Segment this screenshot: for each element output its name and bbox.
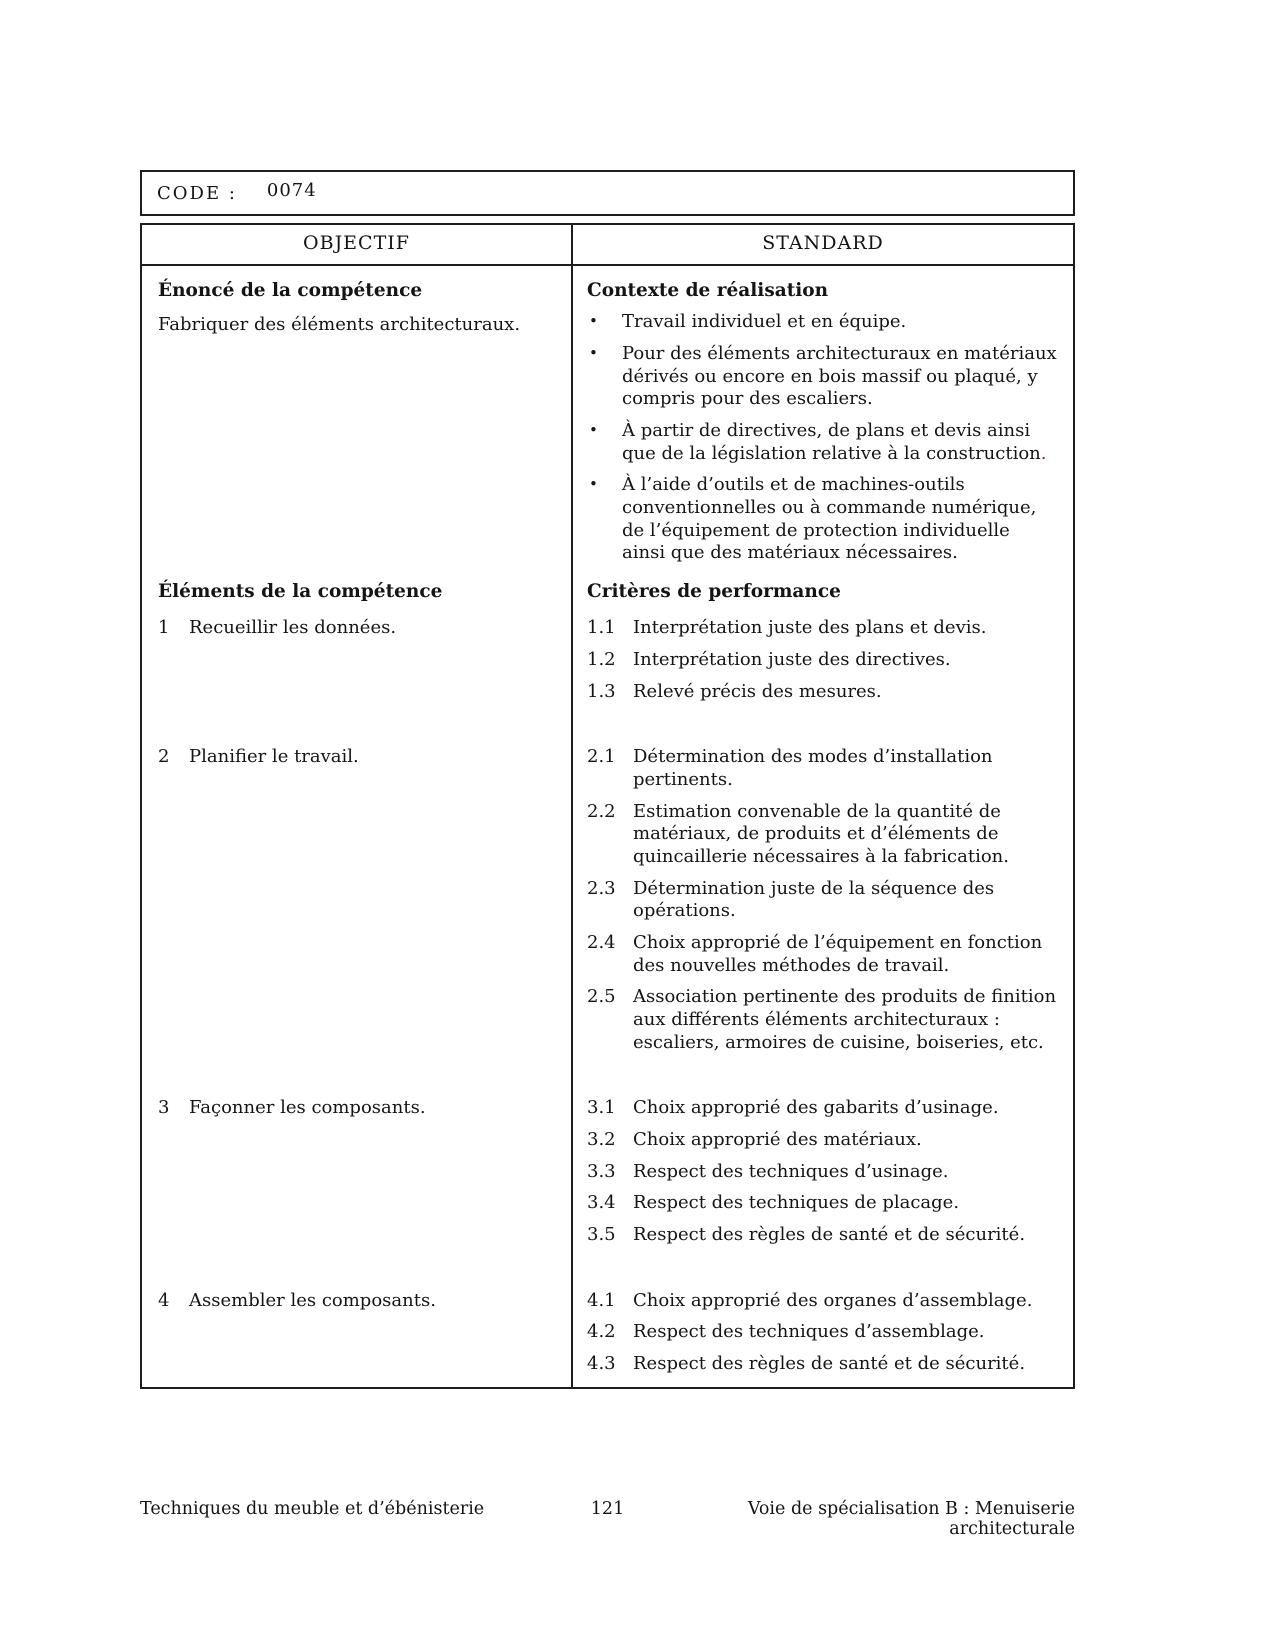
criteria-list-2 — [587, 746, 1057, 1054]
criteria-text: Respect des règles de santé et de sécurité. — [633, 1224, 1026, 1246]
contexte-text: À l’aide d’outils et de machines-outils conventionnelles ou à commande numérique, de l’équipement de protection individuelle ainsi que des matériaux nécessaires. — [622, 474, 1037, 564]
objective-standard-table — [140, 223, 1075, 1389]
section-headings-row — [142, 565, 1073, 607]
element-text: Façonner les composants. — [189, 1097, 426, 1119]
criteria-item — [587, 1224, 1057, 1247]
criteria-item — [587, 1097, 1057, 1120]
criteria-item — [587, 649, 1057, 672]
element-number: 2 — [158, 746, 170, 768]
contexte-item — [587, 343, 1057, 411]
contexte-list — [587, 311, 1057, 565]
criteria-number: 3.1 — [587, 1097, 616, 1119]
bullet-icon: • — [589, 343, 598, 362]
competence-row-3 — [142, 1063, 1073, 1255]
element-item — [158, 1097, 561, 1120]
criteria-number: 2.2 — [587, 800, 616, 822]
competence-row-4 — [142, 1256, 1073, 1385]
competence-row-2 — [142, 712, 1073, 1063]
element-text: Planifier le travail. — [189, 746, 359, 768]
criteria-item — [587, 746, 1057, 791]
criteria-list-4 — [587, 1290, 1057, 1376]
column-header-standard: STANDARD — [762, 232, 884, 254]
bullet-icon: • — [589, 475, 598, 494]
criteria-number: 1.1 — [587, 617, 616, 639]
contexte-item — [587, 311, 1057, 334]
criteres-heading: Critères de performance — [587, 580, 841, 602]
competence-context-row — [142, 266, 1073, 565]
element-item — [158, 617, 561, 640]
contexte-item — [587, 474, 1057, 565]
criteria-text: Choix approprié des matériaux. — [633, 1129, 922, 1150]
column-header-objectif: OBJECTIF — [142, 225, 573, 264]
code-value: 0074 — [266, 179, 317, 201]
element-item — [158, 746, 561, 769]
criteria-text: Relevé précis des mesures. — [633, 680, 882, 702]
enonce-text: Fabriquer des éléments architecturaux. — [158, 314, 521, 336]
code-box — [140, 170, 1075, 216]
element-text: Assembler les composants. — [189, 1289, 436, 1311]
criteria-number: 4.1 — [587, 1289, 616, 1311]
element-number: 4 — [158, 1289, 170, 1311]
criteria-text: Interprétation juste des plans et devis. — [633, 617, 987, 639]
criteria-number: 4.2 — [587, 1321, 616, 1343]
criteria-text: Respect des techniques d’usinage. — [633, 1160, 949, 1182]
page-content — [140, 170, 1075, 1389]
bullet-icon: • — [589, 312, 598, 331]
footer-right: Voie de spécialisation B : Menuiserie architecturale — [747, 1499, 1075, 1539]
criteria-number: 1.2 — [587, 648, 616, 670]
criteria-number: 3.5 — [587, 1224, 616, 1246]
table-filler-row — [142, 1385, 1073, 1387]
page-footer — [140, 1499, 1075, 1539]
criteria-item — [587, 1161, 1057, 1184]
footer-page-number: 121 — [590, 1499, 625, 1519]
element-item — [158, 1290, 561, 1313]
bullet-icon: • — [589, 420, 598, 439]
competence-row-1 — [142, 607, 1073, 712]
elements-heading: Éléments de la compétence — [158, 580, 443, 602]
element-text: Recueillir les données. — [189, 617, 397, 639]
criteria-list-1 — [587, 617, 1057, 703]
criteria-item — [587, 878, 1057, 923]
element-number: 3 — [158, 1097, 170, 1119]
footer-left: Techniques du meuble et d’ébénisterie — [140, 1499, 485, 1519]
criteria-number: 4.3 — [587, 1353, 616, 1375]
criteria-number: 2.4 — [587, 931, 616, 953]
enonce-heading: Énoncé de la compétence — [158, 279, 423, 301]
table-header-row — [142, 225, 1073, 266]
contexte-text: Travail individuel et en équipe. — [622, 311, 907, 333]
criteria-text: Interprétation juste des directives. — [633, 648, 951, 670]
contexte-text: À partir de directives, de plans et devis ainsi que de la législation relative à la construction. — [622, 419, 1047, 464]
code-label: CODE : — [157, 182, 237, 204]
criteria-number: 2.1 — [587, 746, 616, 768]
criteria-text: Respect des règles de santé et de sécurité. — [633, 1353, 1026, 1375]
criteria-text: Détermination juste de la séquence des opérations. — [633, 877, 995, 922]
criteria-text: Respect des techniques de placage. — [633, 1192, 960, 1214]
criteria-item — [587, 1129, 1057, 1152]
criteria-text: Détermination des modes d’installation pertinents. — [633, 746, 993, 790]
criteria-number: 3.2 — [587, 1129, 616, 1150]
criteria-item — [587, 1290, 1057, 1313]
criteria-number: 3.4 — [587, 1192, 616, 1214]
criteria-item — [587, 801, 1057, 869]
contexte-text-tail: . — [1040, 442, 1047, 464]
criteria-item — [587, 1321, 1057, 1344]
criteria-text: Choix approprié de l’équipement en fonction des nouvelles méthodes de travail. — [633, 931, 1043, 976]
criteria-number: 3.3 — [587, 1160, 616, 1182]
element-number: 1 — [158, 617, 170, 639]
criteria-item — [587, 1353, 1057, 1376]
contexte-text: Pour des éléments architecturaux en matériaux dérivés ou encore en bois massif ou plaqué, y compris pour des escaliers. — [622, 342, 1057, 410]
criteria-list-3 — [587, 1097, 1057, 1246]
criteria-number: 2.3 — [587, 877, 616, 899]
contexte-heading: Contexte de réalisation — [587, 279, 829, 301]
criteria-number: 2.5 — [587, 986, 616, 1008]
criteria-item — [587, 986, 1057, 1054]
criteria-text: Respect des techniques d’assemblage. — [633, 1321, 985, 1343]
criteria-item — [587, 681, 1057, 704]
criteria-text: Choix approprié des gabarits d’usinage. — [633, 1097, 999, 1119]
criteria-text: Association pertinente des produits de finition aux différents éléments architecturaux : escaliers, armoires de cuisine, boiseries, etc. — [633, 986, 1057, 1053]
criteria-text: Choix approprié des organes d’assemblage. — [633, 1289, 1033, 1311]
criteria-number: 1.3 — [587, 680, 616, 702]
criteria-text: Estimation convenable de la quantité de matériaux, de produits et d’éléments de quincaillerie nécessaires à la fabrication. — [633, 800, 1009, 867]
criteria-item — [587, 932, 1057, 977]
contexte-item — [587, 420, 1057, 465]
criteria-item — [587, 617, 1057, 640]
criteria-item — [587, 1192, 1057, 1215]
